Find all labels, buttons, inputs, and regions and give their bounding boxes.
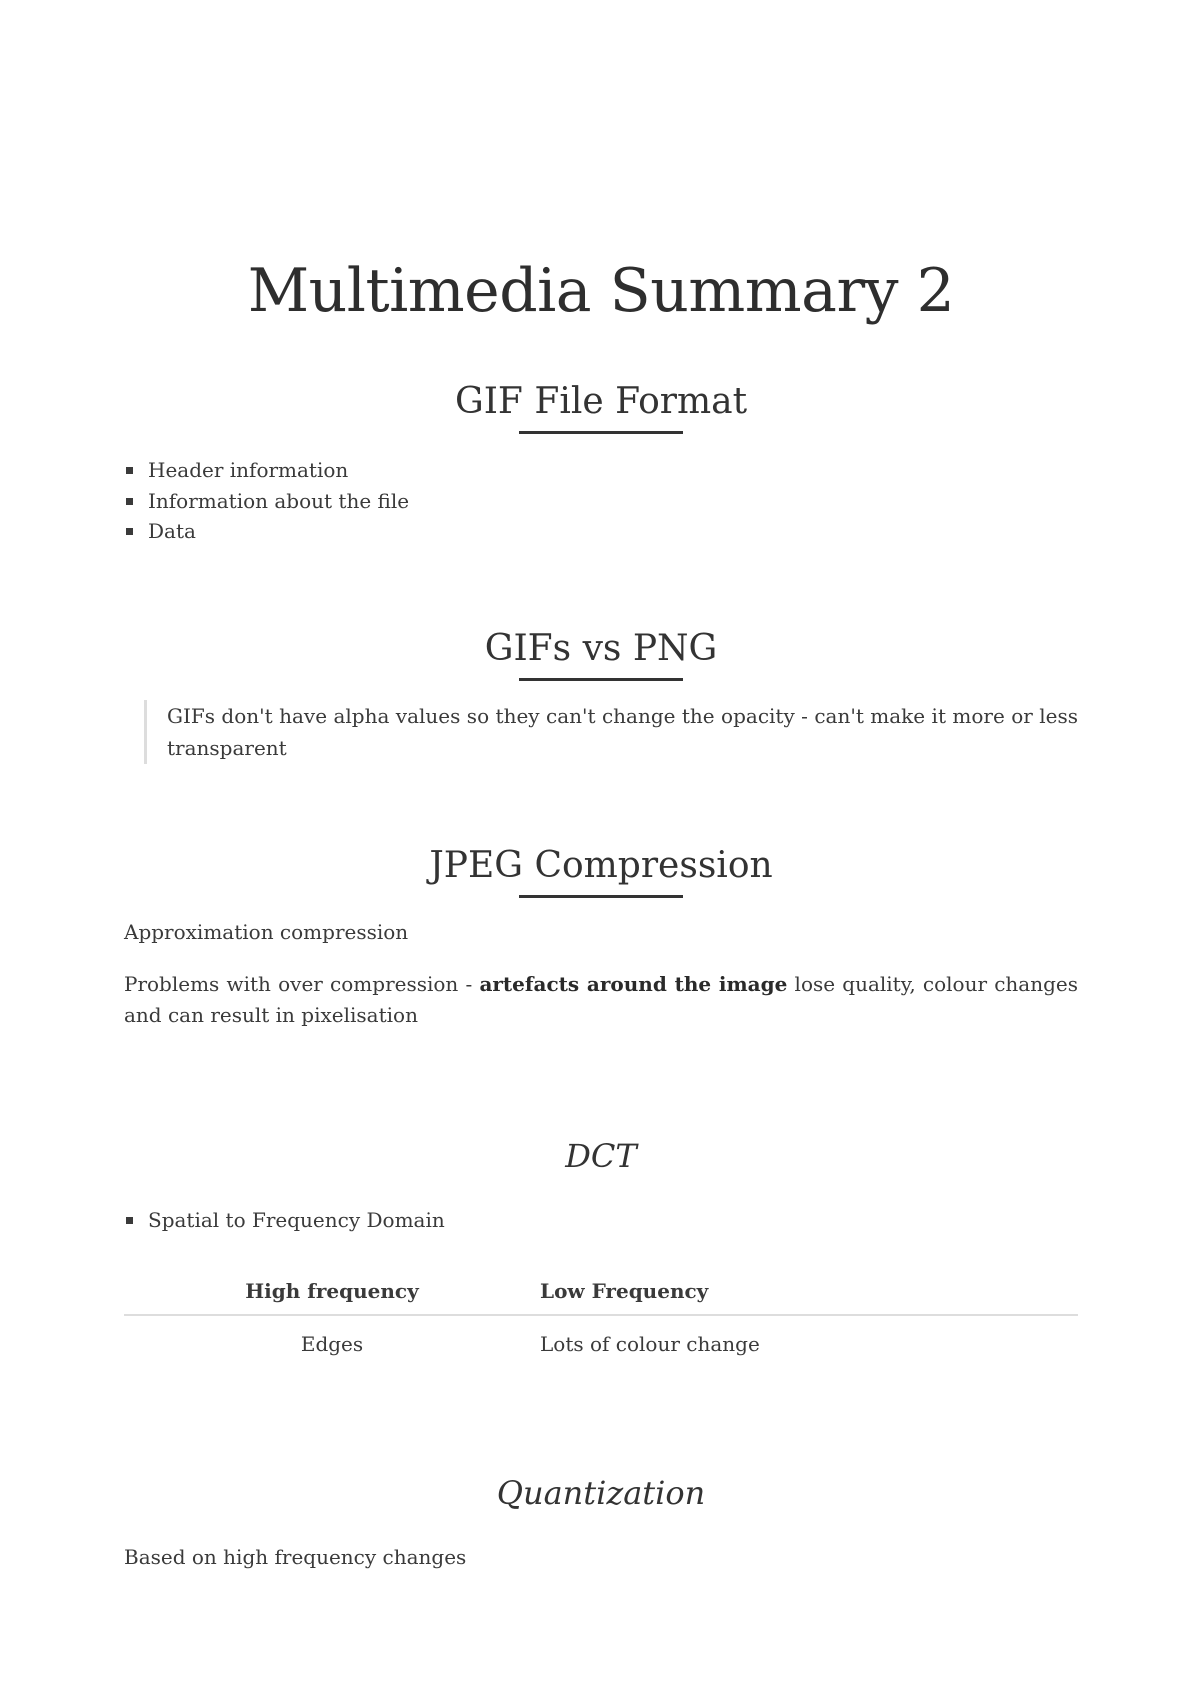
blockquote: GIFs don't have alpha values so they can't change the opacity - can't make it more or less transparent (144, 700, 1078, 764)
paragraph-over-compression: Problems with over compression - artefacts around the image lose quality, colour changes and can result in pixelisation (124, 972, 1078, 1027)
table-row (124, 1315, 1078, 1372)
table-cell: Edges (300, 1332, 364, 1356)
heading-gifs-vs-png: GIFs vs PNG (484, 628, 718, 669)
list-item: Header information (124, 455, 409, 486)
bullet-square-icon (126, 498, 133, 505)
column-header-low-frequency: Low Frequency (540, 1268, 1078, 1315)
frequency-table (124, 1268, 1078, 1372)
table-cell: Lots of colour change (540, 1332, 760, 1356)
bullet-square-icon (126, 467, 133, 474)
column-header-high-frequency: High frequency (124, 1268, 540, 1315)
dct-bullet-list (124, 1205, 445, 1236)
list-item: Spatial to Frequency Domain (124, 1205, 445, 1236)
document-title: Multimedia Summary 2 (247, 256, 955, 326)
heading-dct: DCT (565, 1137, 637, 1175)
bullet-square-icon (126, 1217, 133, 1224)
paragraph-approximation: Approximation compression (124, 920, 409, 944)
gif-bullet-list (124, 455, 409, 547)
bold-emphasis: artefacts around the image (479, 972, 788, 996)
bullet-square-icon (126, 528, 133, 535)
heading-underline (519, 678, 683, 681)
paragraph-quantization: Based on high frequency changes (124, 1545, 467, 1569)
list-item: Data (124, 516, 409, 547)
list-item: Information about the file (124, 486, 409, 517)
heading-underline (519, 895, 683, 898)
heading-quantization: Quantization (496, 1474, 706, 1512)
heading-jpeg-compression: JPEG Compression (429, 845, 773, 886)
heading-gif-file-format: GIF File Format (454, 381, 748, 422)
table-header-row (124, 1268, 1078, 1315)
heading-underline (519, 431, 683, 434)
